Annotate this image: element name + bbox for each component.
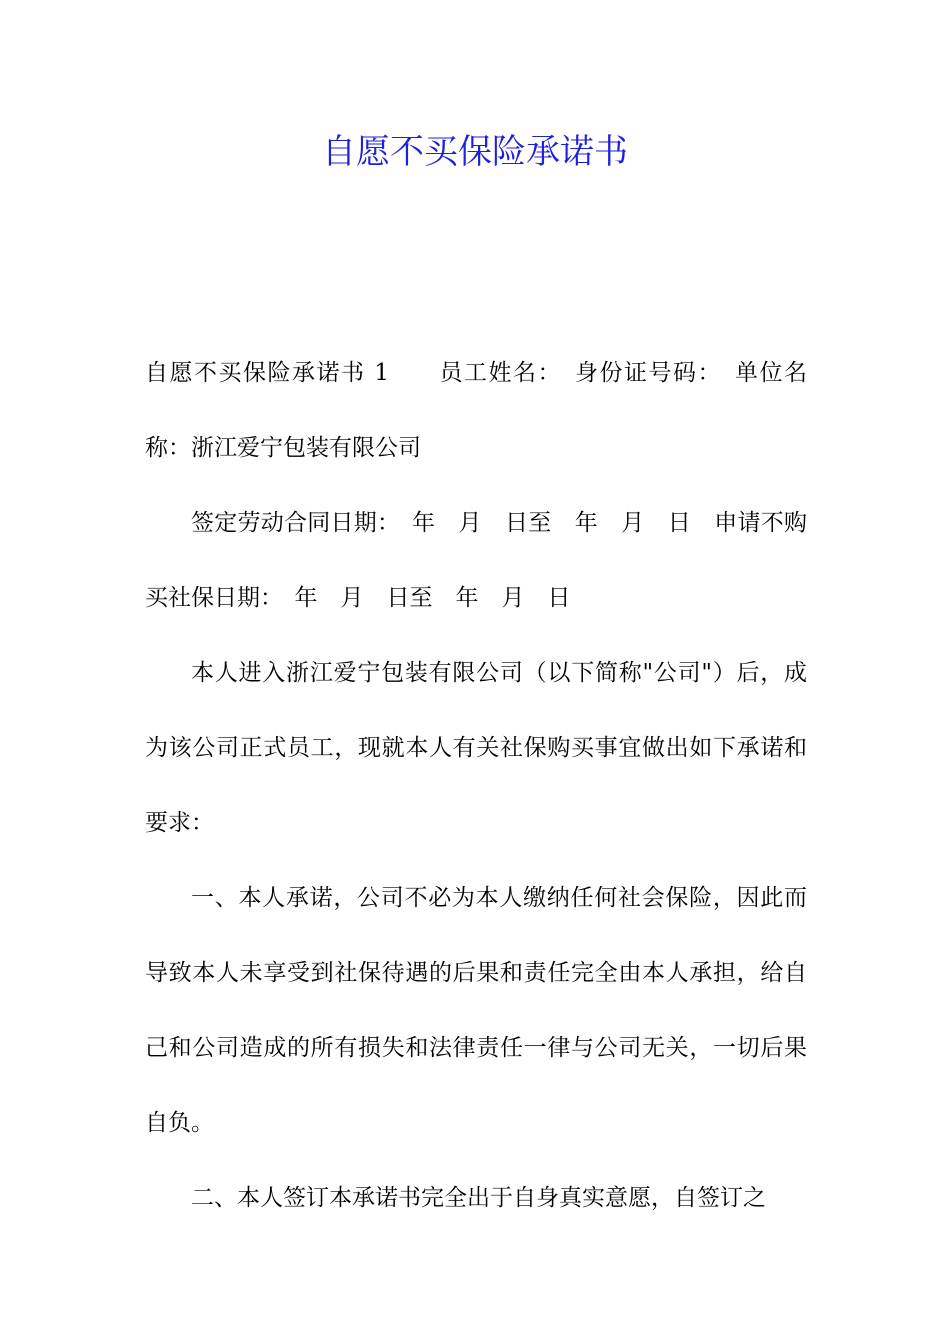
paragraph-contract-dates: 签定劳动合同日期： 年 月 日至 年 月 日 申请不购买社保日期： 年 月 日至 年 月 日 bbox=[145, 510, 807, 611]
document-body bbox=[145, 336, 807, 1236]
document-title: 自愿不买保险承诺书 bbox=[322, 132, 628, 172]
paragraph-header-info: 自愿不买保险承诺书 1 员工姓名： 身份证号码： 单位名称：浙江爱宁包装有限公司 bbox=[145, 360, 807, 461]
paragraph-intro: 本人进入浙江爱宁包装有限公司（以下简称"公司"）后，成为该公司正式员工，现就本人有关社保购买事宜做出如下承诺和要求： bbox=[145, 660, 807, 836]
paragraph-clause-2: 二、本人签订本承诺书完全出于自身真实意愿，自签订之 bbox=[191, 1185, 766, 1211]
paragraph-clause-1: 一、本人承诺，公司不必为本人缴纳任何社会保险，因此而导致本人未享受到社保待遇的后果和责任完全由本人承担，给自己和公司造成的所有损失和法律责任一律与公司无关，一切后果自负。 bbox=[145, 885, 807, 1136]
